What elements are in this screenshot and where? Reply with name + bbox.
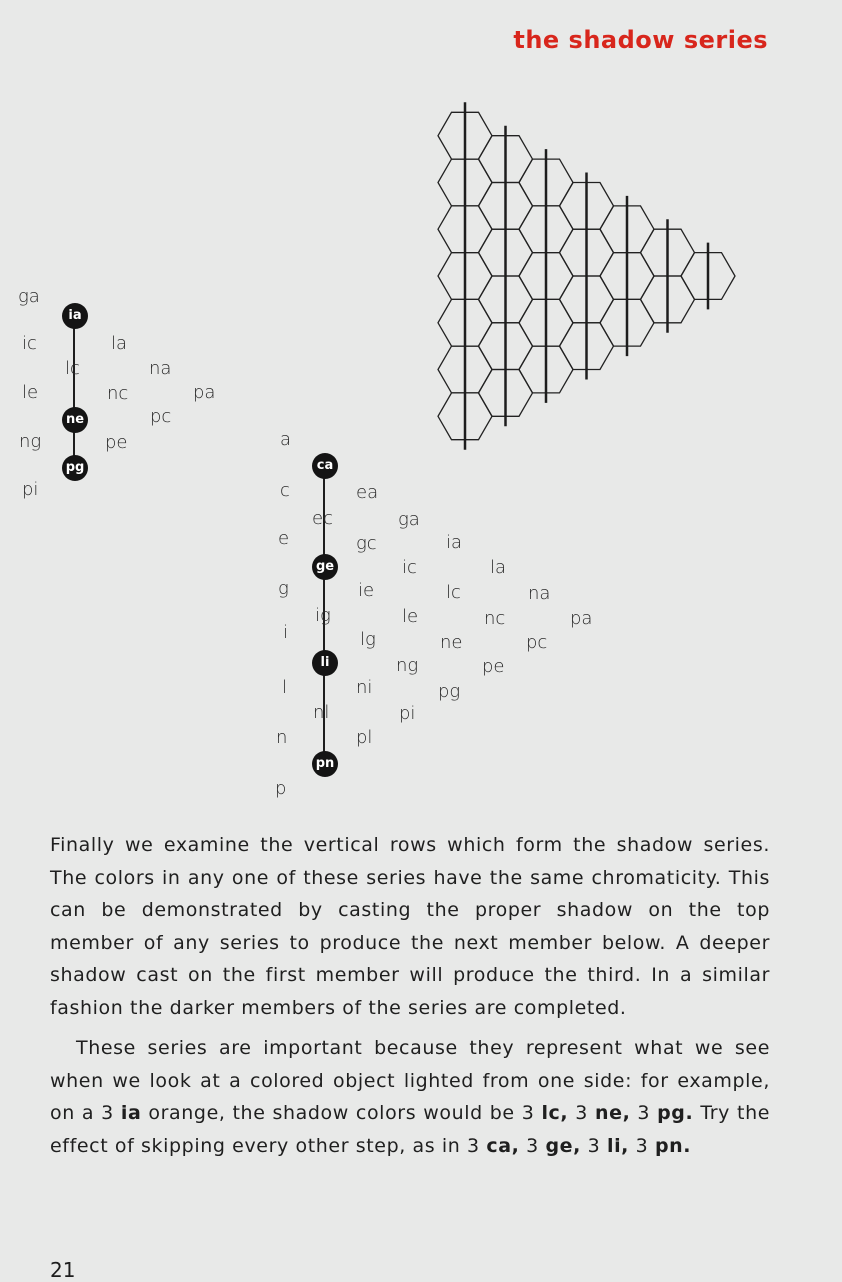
- series-dot: ne: [62, 407, 88, 433]
- color-label: pi: [399, 703, 416, 724]
- series-dot: pg: [62, 455, 88, 481]
- color-label: ga: [18, 286, 40, 307]
- color-label: ig: [315, 605, 331, 626]
- series-dot: ge: [312, 554, 338, 580]
- color-label: pc: [526, 632, 548, 653]
- color-label: g: [278, 578, 289, 599]
- hexagon-triangle-diagram: [0, 0, 842, 503]
- color-label: ng: [396, 655, 419, 676]
- color-label: ni: [356, 677, 373, 698]
- color-label: lc: [446, 582, 461, 603]
- series-dot: ia: [62, 303, 88, 329]
- color-label: n: [276, 727, 288, 748]
- color-label: le: [22, 382, 39, 403]
- color-label: pc: [150, 406, 172, 427]
- color-label: pl: [356, 727, 373, 748]
- color-label: le: [402, 606, 419, 627]
- color-label: a: [280, 429, 292, 450]
- color-label: pi: [22, 479, 39, 500]
- color-label: ic: [22, 333, 37, 354]
- color-label: e: [278, 528, 290, 549]
- color-label: c: [280, 480, 290, 501]
- paragraph-1: Finally we examine the vertical rows which form the shadow series. The colors in any one of these series have the same chromaticity. This can be demonstrated by casting the proper shadow on the top member of any series to produce the next member below. A deeper shadow cast on the first member will produce the third. In a similar fashion the darker members of the series are completed.: [50, 834, 770, 1019]
- color-label: nl: [313, 702, 330, 723]
- color-label: l: [282, 677, 288, 698]
- color-label: nc: [107, 383, 129, 404]
- color-label: ga: [398, 509, 420, 530]
- series-dot: pn: [312, 751, 338, 777]
- color-label: nc: [484, 608, 506, 629]
- series-line: [73, 318, 75, 468]
- page-number: 21: [50, 1258, 76, 1282]
- color-label: lc: [65, 358, 80, 379]
- color-label: pe: [482, 656, 505, 677]
- color-label: na: [528, 583, 551, 604]
- color-label: lg: [360, 629, 376, 650]
- color-label: ic: [402, 557, 417, 578]
- color-label: ie: [358, 580, 375, 601]
- color-label: na: [149, 358, 172, 379]
- color-label: la: [111, 333, 128, 354]
- color-label: ea: [356, 482, 379, 503]
- color-label: pa: [193, 382, 216, 403]
- color-label: ne: [440, 632, 463, 653]
- color-label: gc: [356, 533, 377, 554]
- page-title: the shadow series: [513, 26, 768, 54]
- paragraph-2: These series are important because they represent what we see when we look at a colored object lighted from one side: for example, on a 3 ia orange, the shadow colors would be 3 lc, 3 ne, 3 pg. Try the effect of skipping every other step, as in 3 ca, 3 ge, 3 li, 3 pn.: [50, 1037, 771, 1157]
- color-label: ng: [19, 431, 42, 452]
- color-label: ec: [312, 508, 333, 529]
- color-label: ia: [446, 532, 463, 553]
- color-label: pa: [570, 608, 593, 629]
- series-dot: ca: [312, 453, 338, 479]
- color-label: la: [490, 557, 507, 578]
- color-label: i: [283, 622, 289, 643]
- color-label: pg: [438, 681, 461, 702]
- series-dot: li: [312, 650, 338, 676]
- color-label: pe: [105, 432, 128, 453]
- color-label: p: [275, 778, 287, 799]
